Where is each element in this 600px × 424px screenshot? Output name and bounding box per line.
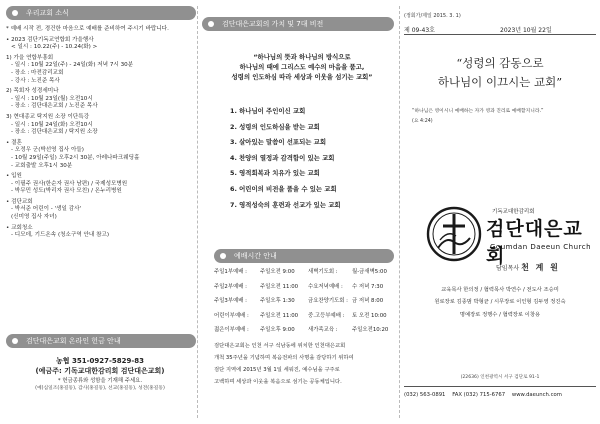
news-item: < 일시 : 10.22(주) - 10.24(화) > (11, 44, 98, 51)
website-link[interactable]: www.daeunch.com (511, 392, 562, 398)
pastor-name: 천 계 원 (521, 263, 560, 272)
news-intro: * 예배 시작 전, 경건한 마음으로 예배를 준비하여 주시기 바랍니다. (6, 26, 169, 32)
news-item: - 오정우 군(박선영 집사 아들) (11, 147, 84, 154)
news-item: - 일시 : 10월 24일(화) 오전10시 (11, 121, 93, 128)
header-rule (404, 34, 596, 35)
vision-line-3: 성령의 인도하심 따라 세상과 이웃을 섬기는 교회” (231, 73, 373, 81)
news-item: - 디모데, 기드온속 (청소구역 안내 참고) (11, 232, 110, 239)
issue-date: 2023년 10월 22일 (500, 27, 552, 34)
worship-name: 중.고등부예배 : (308, 312, 345, 319)
vision-list (230, 104, 390, 213)
intro-line: 검단대은교회는 인천 서구 석남동에 위치한 인천대은교회 (214, 343, 346, 349)
phone-number: (032) 563-0891 (404, 392, 446, 398)
church-name: 검단대은교회 (486, 218, 583, 267)
worship-name: 주일3부예배 : (214, 298, 247, 305)
news-item: - 10월 29일(주일) 오후2시 30분, 아레나파크웨딩홀 (11, 154, 140, 161)
news-item: 3) 현대종교 탁지원 소장 이단특강 (6, 113, 90, 120)
contact-info (404, 392, 598, 398)
account-holder: (예금주: 기독교대한감리회 검단대은교회) (35, 367, 165, 375)
verse-text: “하나님은 영이시니 예배하는 자가 영과 진리로 예배할지니라.” (412, 109, 544, 114)
vision-item: 1. 하나님이 주인이신 교회 (230, 107, 306, 115)
news-item: • 입원 (6, 173, 22, 180)
worship-time: 주일오전 11:00 (260, 283, 299, 290)
worship-time: 주일오전 11:00 (260, 312, 299, 319)
denomination: 기독교대한감리회 (492, 209, 535, 215)
senior-pastor (496, 262, 560, 273)
church-address: (22636) 인천광역시 서구 검단로 91-1 (460, 375, 540, 380)
worship-time: 금 저녁 8:00 (352, 298, 384, 305)
vision-statement (222, 52, 382, 82)
theme-title (402, 54, 598, 92)
news-banner (6, 6, 196, 20)
news-item: - 일시 : 10월 22일(주) - 24일(화) 저녁 7시 30분 (11, 62, 134, 69)
worship-row (214, 294, 394, 309)
news-item: • 결혼 (6, 139, 22, 146)
news-item: - 장소 : 검단대은교회 / 탁지원 소장 (11, 129, 98, 136)
news-item: • 교회청소 (6, 224, 33, 231)
worship-row (214, 309, 394, 324)
news-item: (신미영 집사 자녀) (11, 214, 57, 221)
vision-item: 2. 성령의 인도하심을 받는 교회 (230, 122, 320, 131)
news-title: 우리교회 소식 (26, 9, 69, 17)
news-item: - 교회출발 오후1시 30분 (11, 162, 73, 169)
vision-column (198, 0, 398, 424)
footer-rule (404, 386, 596, 387)
intro-line: 고백하며 세상과 이웃을 복음으로 섬기는 공동체입니다. (214, 379, 342, 385)
worship-banner (214, 249, 394, 263)
offering-categories: (예)십일조(홍길동), 감사(홍길동), 선교(홍길동), 성전(홍길동) (35, 386, 165, 391)
registration-info: (정회가/제일 2015. 3. 1) (404, 13, 461, 19)
bank-account: 농협 351-0927-5829-83 (56, 357, 144, 365)
theme-line: “성령의 감동으로 (456, 56, 544, 70)
cover-column (400, 0, 600, 424)
news-item: • 검단교회 (6, 198, 33, 205)
fax-number: FAX (032) 715-6767 (452, 392, 506, 398)
offering-note: * 헌금종류와 성함을 기재해 주세요. (57, 378, 143, 384)
bullet-icon (220, 253, 226, 259)
offering-banner (6, 334, 196, 348)
news-items (6, 37, 194, 240)
theme-line: 하나님이 이끄시는 교회” (437, 75, 563, 89)
worship-row (214, 265, 394, 280)
worship-time: 주일오전 9:00 (260, 269, 295, 275)
offering-info (6, 356, 194, 391)
vision-line-2: 하나님의 때에 그리스도 예수의 마음을 품고, (239, 63, 365, 71)
worship-name: 새가족교육 : (308, 327, 338, 334)
news-item: - 일시 : 10월 23일(월) 오전10시 (11, 95, 93, 102)
bullet-icon (12, 10, 18, 16)
intro-line: 검단 지역에 2015년 3월 1일 세워진, 예수님을 구주로 (214, 367, 340, 373)
worship-time: 토 오전 10:00 (352, 312, 387, 319)
scripture-verse (412, 107, 598, 127)
offering-title: 검단대은교회 온라인 헌금 안내 (26, 337, 121, 345)
worship-time: 주일오전10:20 (352, 327, 389, 334)
worship-name: 금요찬양기도회 : (308, 298, 348, 305)
vision-item: 3. 살아있는 말씀이 선포되는 교회 (230, 138, 327, 147)
pastor-label: 담임목사 (496, 265, 520, 272)
verse-ref: (요 4:24) (412, 119, 433, 124)
worship-banner-title: 예배시간 안내 (234, 252, 277, 260)
intro-line: 개척 35주년을 기념하며 복음전파의 사명을 감당하기 위하여 (214, 355, 354, 361)
vision-item: 6. 어린이의 비전을 품을 수 있는 교회 (230, 184, 337, 193)
news-item: - 장소 : 검단대은교회 / 노진준 목사 (11, 103, 98, 110)
vision-line-1: “하나님의 뜻과 하나님의 방식으로 (253, 53, 351, 61)
news-item: - 박서준 어린이 - '생일 감사' (11, 206, 82, 213)
worship-name: 주일2부예배 : (214, 283, 247, 290)
worship-table (214, 265, 394, 338)
vision-banner-title: 검단대은교회의 가치 및 7대 비전 (222, 20, 324, 28)
vision-item: 4. 찬양의 열정과 감격함이 있는 교회 (230, 153, 335, 162)
news-item: 2) 목회자 성경세미나 (6, 88, 59, 95)
news-column (0, 0, 196, 424)
news-item: - 강사 : 노진준 목사 (11, 77, 60, 84)
issue-number: 제 09-43호 (404, 27, 435, 34)
worship-name: 어린이부예배 : (214, 312, 249, 319)
worship-row (214, 323, 394, 338)
bullet-icon (12, 338, 18, 344)
news-item: • 2023 검단기독교연합회 가을행사 (6, 36, 94, 43)
staff-line: 원로장로 김종범 박형균 / 시무장로 이인형 김두영 정진숙 (434, 299, 566, 306)
news-item: 1) 가을 연합부흥회 (6, 54, 54, 61)
worship-time: 주일오후 9:00 (260, 327, 295, 334)
worship-name: 수요저녁예배 : (308, 283, 343, 290)
news-list (6, 26, 194, 240)
news-item: - 박무민 성도(박리자 권사 모친) / 온누리병원 (11, 188, 122, 195)
news-item: - 장소 : 마전감리교회 (11, 69, 64, 76)
staff-line: 교육목사 한의정 / 협력목사 박연수 / 전도사 조승미 (441, 287, 559, 293)
church-name-english: Goumdan Daeeun Church (490, 243, 592, 251)
worship-row (214, 280, 394, 295)
vision-item: 5. 영적회복과 치유가 있는 교회 (230, 169, 320, 178)
staff-list (400, 284, 600, 321)
worship-name: 젊은이부예배 : (214, 327, 249, 334)
worship-name: 주일1부예배 : (214, 269, 247, 275)
worship-time: 수 저녁 7:30 (352, 283, 384, 290)
church-introduction (214, 340, 394, 388)
worship-time: 월-금새벽5:00 (352, 269, 387, 275)
worship-name: 새벽기도회 : (308, 269, 338, 275)
bullet-icon (208, 21, 214, 27)
news-item: - 이필주 권사(한순자 권사 남편) / 국제성모병원 (11, 180, 128, 187)
worship-time: 주일오후 1:30 (260, 298, 295, 305)
staff-line: 명예장로 정행수 / 협력장로 이창용 (459, 311, 541, 318)
church-logo-icon (426, 206, 482, 262)
vision-banner (202, 17, 394, 31)
vision-item: 7. 영적성숙의 훈련과 선교가 있는 교회 (230, 200, 341, 209)
